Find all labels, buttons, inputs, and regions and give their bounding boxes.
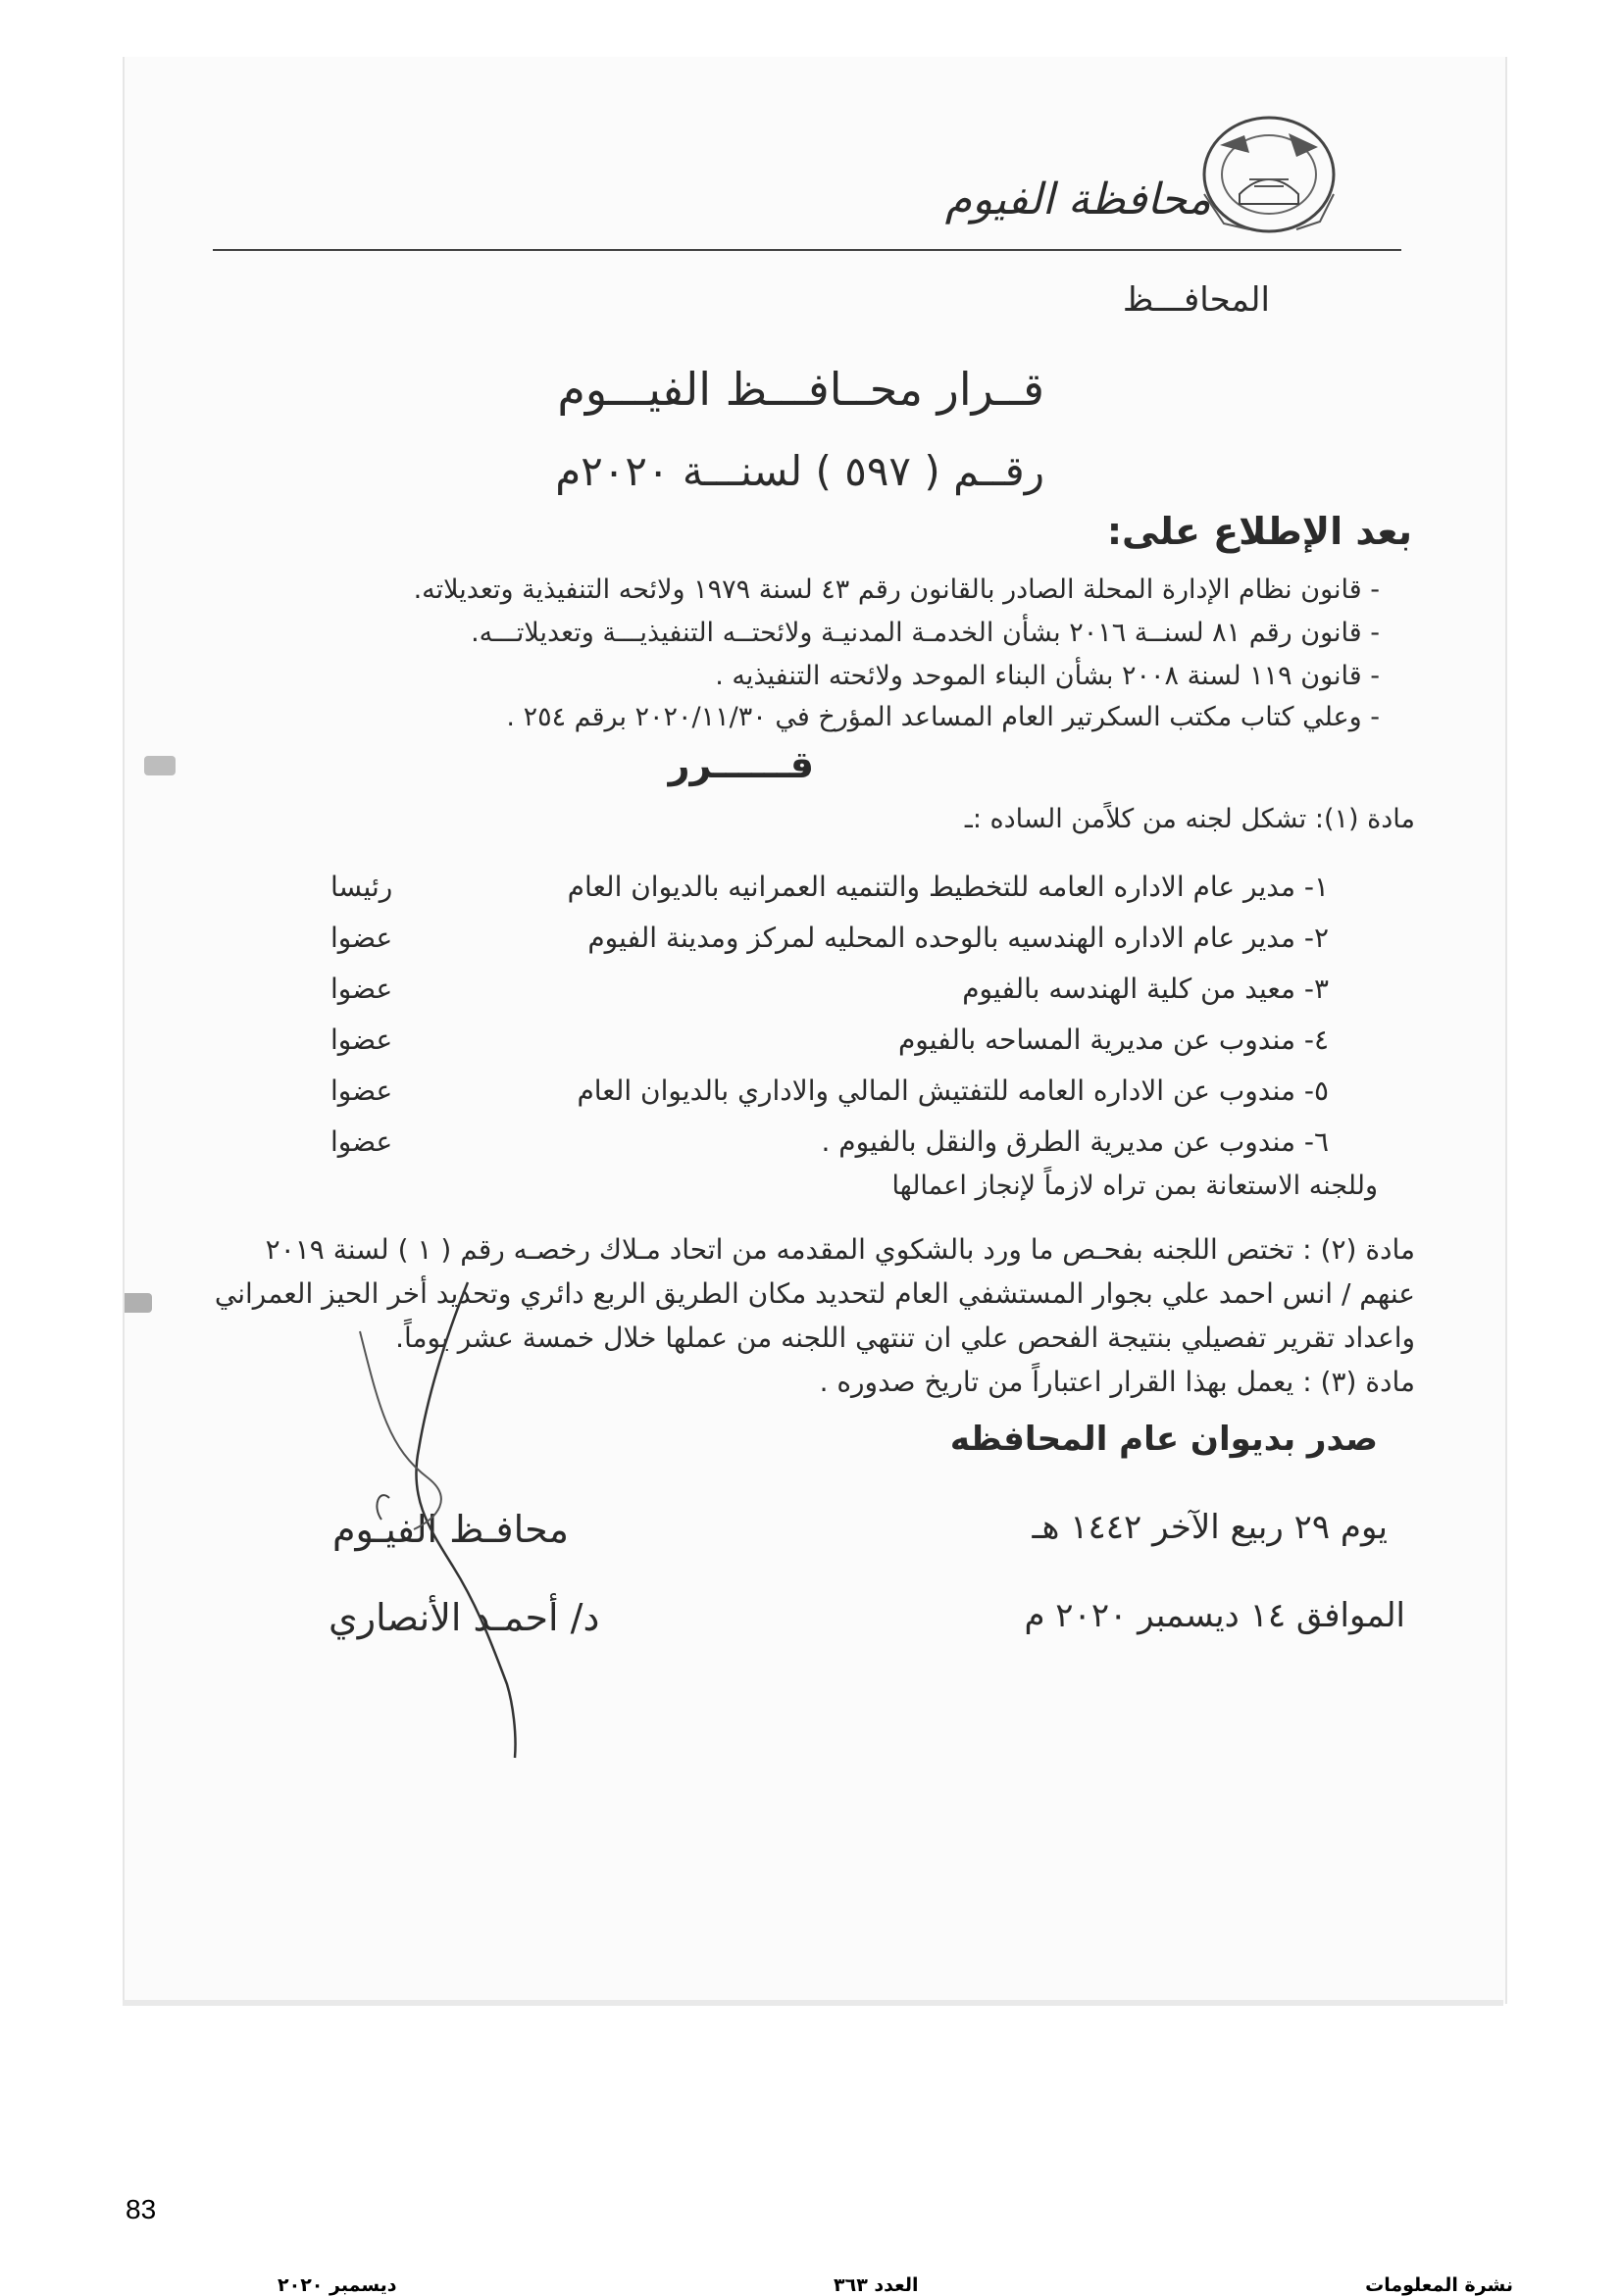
committee-member: ١- مدير عام الاداره العامه للتخطيط والتنميه العمرانيه بالديوان العام [567,871,1329,903]
after-review-heading: بعد الإطلاع على: [1106,510,1412,553]
handwritten-signature [281,1273,870,1763]
reference-line: - قانون رقم ٨١ لسنــة ٢٠١٦ بشأن الخدمـة المدنيـة ولائحتــه التنفيذيـــة وتعديلاتـــه. [471,618,1380,648]
footer-publication: نشرة المعلومات [1365,2274,1513,2296]
signatory-name: د/ أحمـد الأنصاري [329,1596,600,1639]
article-2-line: مادة (٢) : تختص اللجنه بفحـص ما ورد بالشكوي المقدمه من اتحاد مـلاك رخصـه رقم ( ١ ) لسنة ٢٠١٩ [265,1233,1415,1266]
committee-member: ٥- مندوب عن الاداره العامه للتفتيش المالي والاداري بالديوان العام [577,1074,1329,1107]
decree-title: قــرار محــافـــظ الفيـــوم [557,363,1044,416]
member-role: عضوا [330,1125,393,1158]
footer-issue: العدد ٣٦٣ [834,2274,919,2296]
committee-member: ٤- مندوب عن مديرية المساحه بالفيوم [897,1023,1329,1056]
governorate-name: محافظة الفيوم [944,175,1211,225]
committee-assistance-note: وللجنه الاستعانة بمن تراه لازماً لإنجاز اعمالها [891,1171,1378,1201]
reference-line: - قانون نظام الإدارة المحلة الصادر بالقانون رقم ٤٣ لسنة ١٩٧٩ ولائحه التنفيذية وتعديلاته. [413,574,1380,605]
footer-date: ديسمبر ٢٠٢٠ [278,2274,397,2296]
article-1-intro: مادة (١): تشكل لجنه من كلاًمن الساده :ـ [964,804,1415,834]
decision-heading: قــــــرر [668,743,814,786]
member-role: رئيسا [330,871,393,903]
scan-bottom-edge [123,2000,1503,2006]
page-number: 83 [126,2194,157,2224]
article-2-line: عنهم / انس احمد علي بجوار المستشفي العام لتحديد مكان الطريق الربع دائري وتحديد أخر الحيز العمراني [214,1277,1415,1310]
member-role: عضوا [330,1023,393,1056]
article-2-line: واعداد تقرير تفصيلي بنتيجة الفحص علي ان تنتهي اللجنه من عملها خلال خمسة عشر يوماً. [395,1322,1415,1354]
committee-member: ٣- معيد من كلية الهندسه بالفيوم [962,973,1329,1005]
hijri-date: يوم ٢٩ ربيع الآخر ١٤٤٢ هـ [1032,1508,1388,1547]
gregorian-date: الموافق ١٤ ديسمبر ٢٠٢٠ م [1024,1596,1405,1635]
member-role: عضوا [330,973,393,1005]
committee-member: ٦- مندوب عن مديرية الطرق والنقل بالفيوم . [821,1125,1329,1158]
office-label: المحافـــظ [1122,280,1270,320]
stamp-mark-icon [123,1290,154,1316]
signatory-title: محافـظ الفيـوم [332,1508,570,1551]
decree-number: رقــم ( ٥٩٧ ) لسنـــة ٢٠٢٠م [555,447,1044,495]
stamp-mark-icon [142,753,177,778]
governorate-seal-icon [1190,106,1347,243]
issued-at: صدر بديوان عام المحافظه [949,1420,1378,1459]
member-role: عضوا [330,1074,393,1107]
reference-line: - وعلي كتاب مكتب السكرتير العام المساعد المؤرخ في ٢٠٢٠/١١/٣٠ برقم ٢٥٤ . [506,702,1380,732]
header-rule [213,249,1401,251]
committee-member: ٢- مدير عام الاداره الهندسيه بالوحده المحليه لمركز ومدينة الفيوم [587,922,1329,954]
member-role: عضوا [330,922,393,954]
reference-line: - قانون ١١٩ لسنة ٢٠٠٨ بشأن البناء الموحد ولائحته التنفيذيه . [715,661,1380,691]
article-3: مادة (٣) : يعمل بهذا القرار اعتباراً من تاريخ صدوره . [819,1366,1415,1398]
scanned-document [123,57,1507,2004]
